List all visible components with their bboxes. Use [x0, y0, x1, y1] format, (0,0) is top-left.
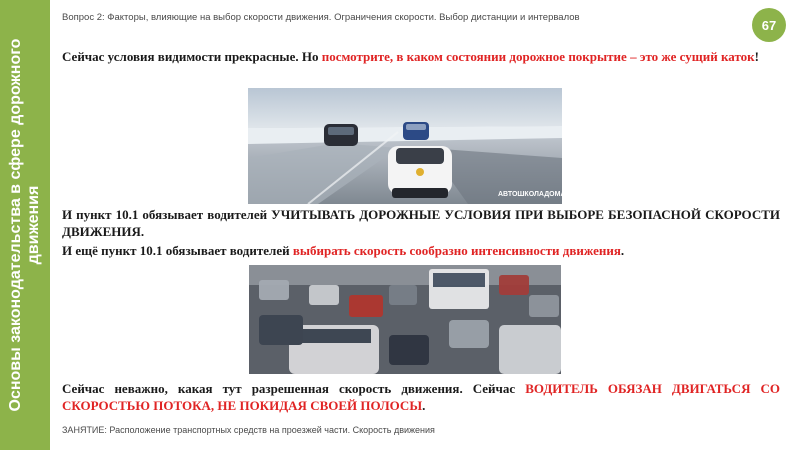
paragraph-icy-road	[62, 48, 780, 65]
traffic-jam-photo	[249, 265, 561, 374]
paragraph-flow-speed	[62, 380, 780, 414]
paragraph-end: .	[422, 398, 426, 413]
paragraph-end: !	[754, 49, 759, 64]
paragraph-road-conditions: И пункт 10.1 обязывает водителей УЧИТЫВАТЬ ДОРОЖНЫЕ УСЛОВИЯ ПРИ ВЫБОРЕ БЕЗОПАСНОЙ СКОРОСТИ ДВИЖЕНИЯ.	[62, 207, 780, 239]
topic-title: Вопрос 2: Факторы, влияющие на выбор скорости движения. Ограничения скорости. Выбор дистанции и интервалов	[62, 12, 580, 23]
paragraph-text: Сейчас условия видимости прекрасные. Но	[62, 49, 322, 64]
paragraph-traffic-intensity	[62, 242, 780, 259]
highlighted-text: посмотрите, в каком состоянии дорожное покрытие – это же сущий каток	[321, 49, 755, 64]
slide-number-badge: 67	[752, 8, 786, 42]
sidebar-title: Основы законодательства в сфере дорожного движения	[7, 38, 42, 412]
paragraph-end: .	[620, 243, 625, 258]
footer-lesson: ЗАНЯТИЕ: Расположение транспортных средств на проезжей части. Скорость движения	[62, 425, 435, 435]
highlighted-text: ВОДИТЕЛЬ ОБЯЗАН ДВИГАТЬСЯ СО СКОРОСТЬЮ ПОТОКА, НЕ ПОКИДАЯ СВОЕЙ ПОЛОСЫ	[62, 381, 780, 413]
traffic-jam-illustration	[249, 265, 561, 374]
paragraph-text: И ещё пункт 10.1 обязывает водителей	[62, 243, 293, 258]
icy-road-photo	[248, 88, 579, 204]
highlighted-text: выбирать скорость сообразно интенсивности движения	[292, 243, 621, 258]
sidebar	[0, 0, 50, 450]
paragraph-text: Сейчас неважно, какая тут разрешенная скорость движения. Сейчас	[62, 381, 526, 396]
image-watermark: АВТОШКОЛАДОМА.РФ	[498, 191, 579, 198]
icy-road-illustration	[248, 88, 579, 204]
